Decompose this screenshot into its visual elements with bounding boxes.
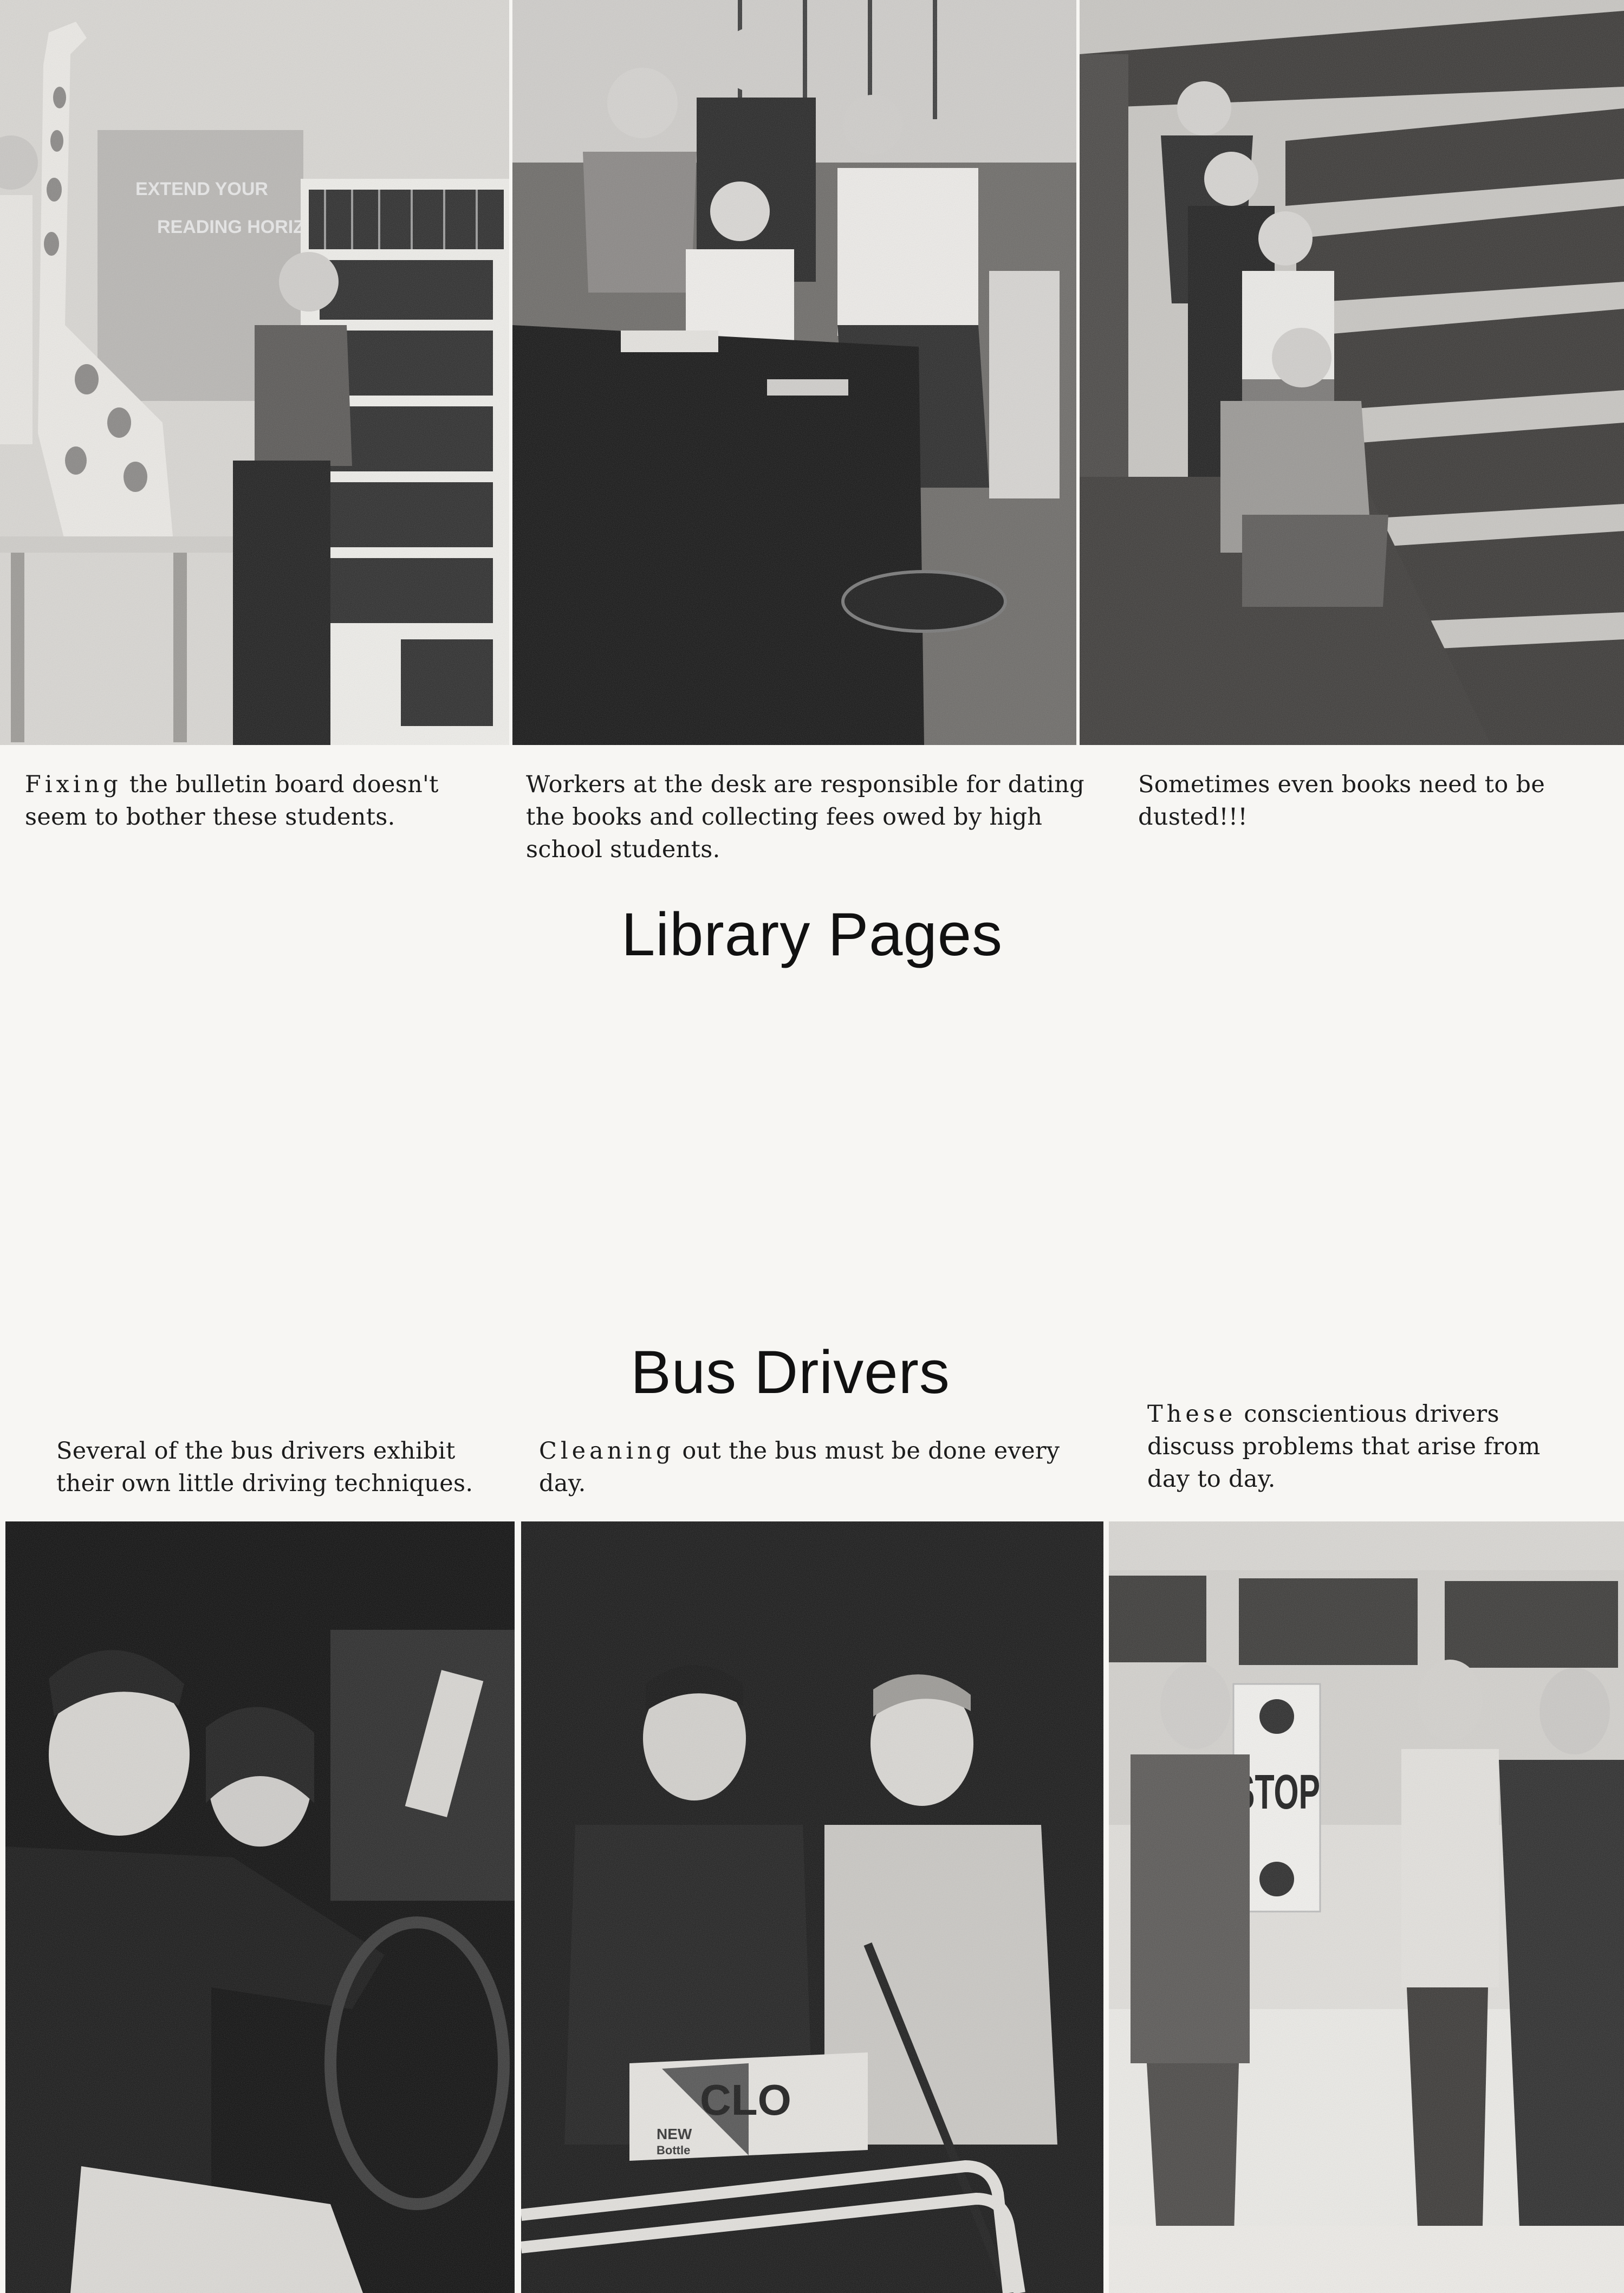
library-pages-heading: Library Pages — [621, 901, 1003, 968]
driver-seat-illustration — [5, 1521, 515, 2293]
caption-lead-word: These — [1147, 1401, 1237, 1428]
caption-lead-word: Sometimes — [1138, 771, 1270, 798]
caption-stop-sign: These conscientious drivers discuss problems that arise from day to day. — [1147, 1401, 1541, 1493]
stop-sign-illustration — [1109, 1521, 1624, 2293]
caption-driver-seat: Several of the bus drivers exhibit their own little driving techniques. — [56, 1437, 473, 1497]
caption-lead-word: Cleaning — [539, 1437, 675, 1465]
photo-stop-sign — [1109, 1521, 1624, 2293]
caption-bulletin-board: Fixing the bulletin board doesn't seem to bother these students. — [25, 771, 439, 831]
cleaning-bus-illustration — [521, 1521, 1103, 2293]
caption-library-desk: Workers at the desk are responsible for dating the books and collecting fees owed by high school students. — [526, 771, 1084, 863]
bus-drivers-heading: Bus Drivers — [631, 1338, 950, 1406]
dusting-shelves-illustration — [1080, 0, 1624, 745]
caption-cleaning-bus: Cleaning out the bus must be done every day. — [539, 1437, 1060, 1497]
photo-cleaning-bus — [521, 1521, 1103, 2293]
photo-driver-seat — [5, 1521, 515, 2293]
photo-dusting-shelves — [1080, 0, 1624, 745]
bulletin-board-illustration — [0, 0, 509, 745]
photo-library-desk — [512, 0, 1076, 745]
photo-bulletin-board — [0, 0, 509, 745]
caption-lead-word: Workers — [526, 771, 626, 798]
caption-lead-word: Fixing — [25, 771, 122, 798]
library-desk-illustration — [512, 0, 1076, 745]
caption-lead-word: Several — [56, 1437, 147, 1465]
caption-dusting-shelves: Sometimes even books need to be dusted!!! — [1138, 771, 1545, 831]
